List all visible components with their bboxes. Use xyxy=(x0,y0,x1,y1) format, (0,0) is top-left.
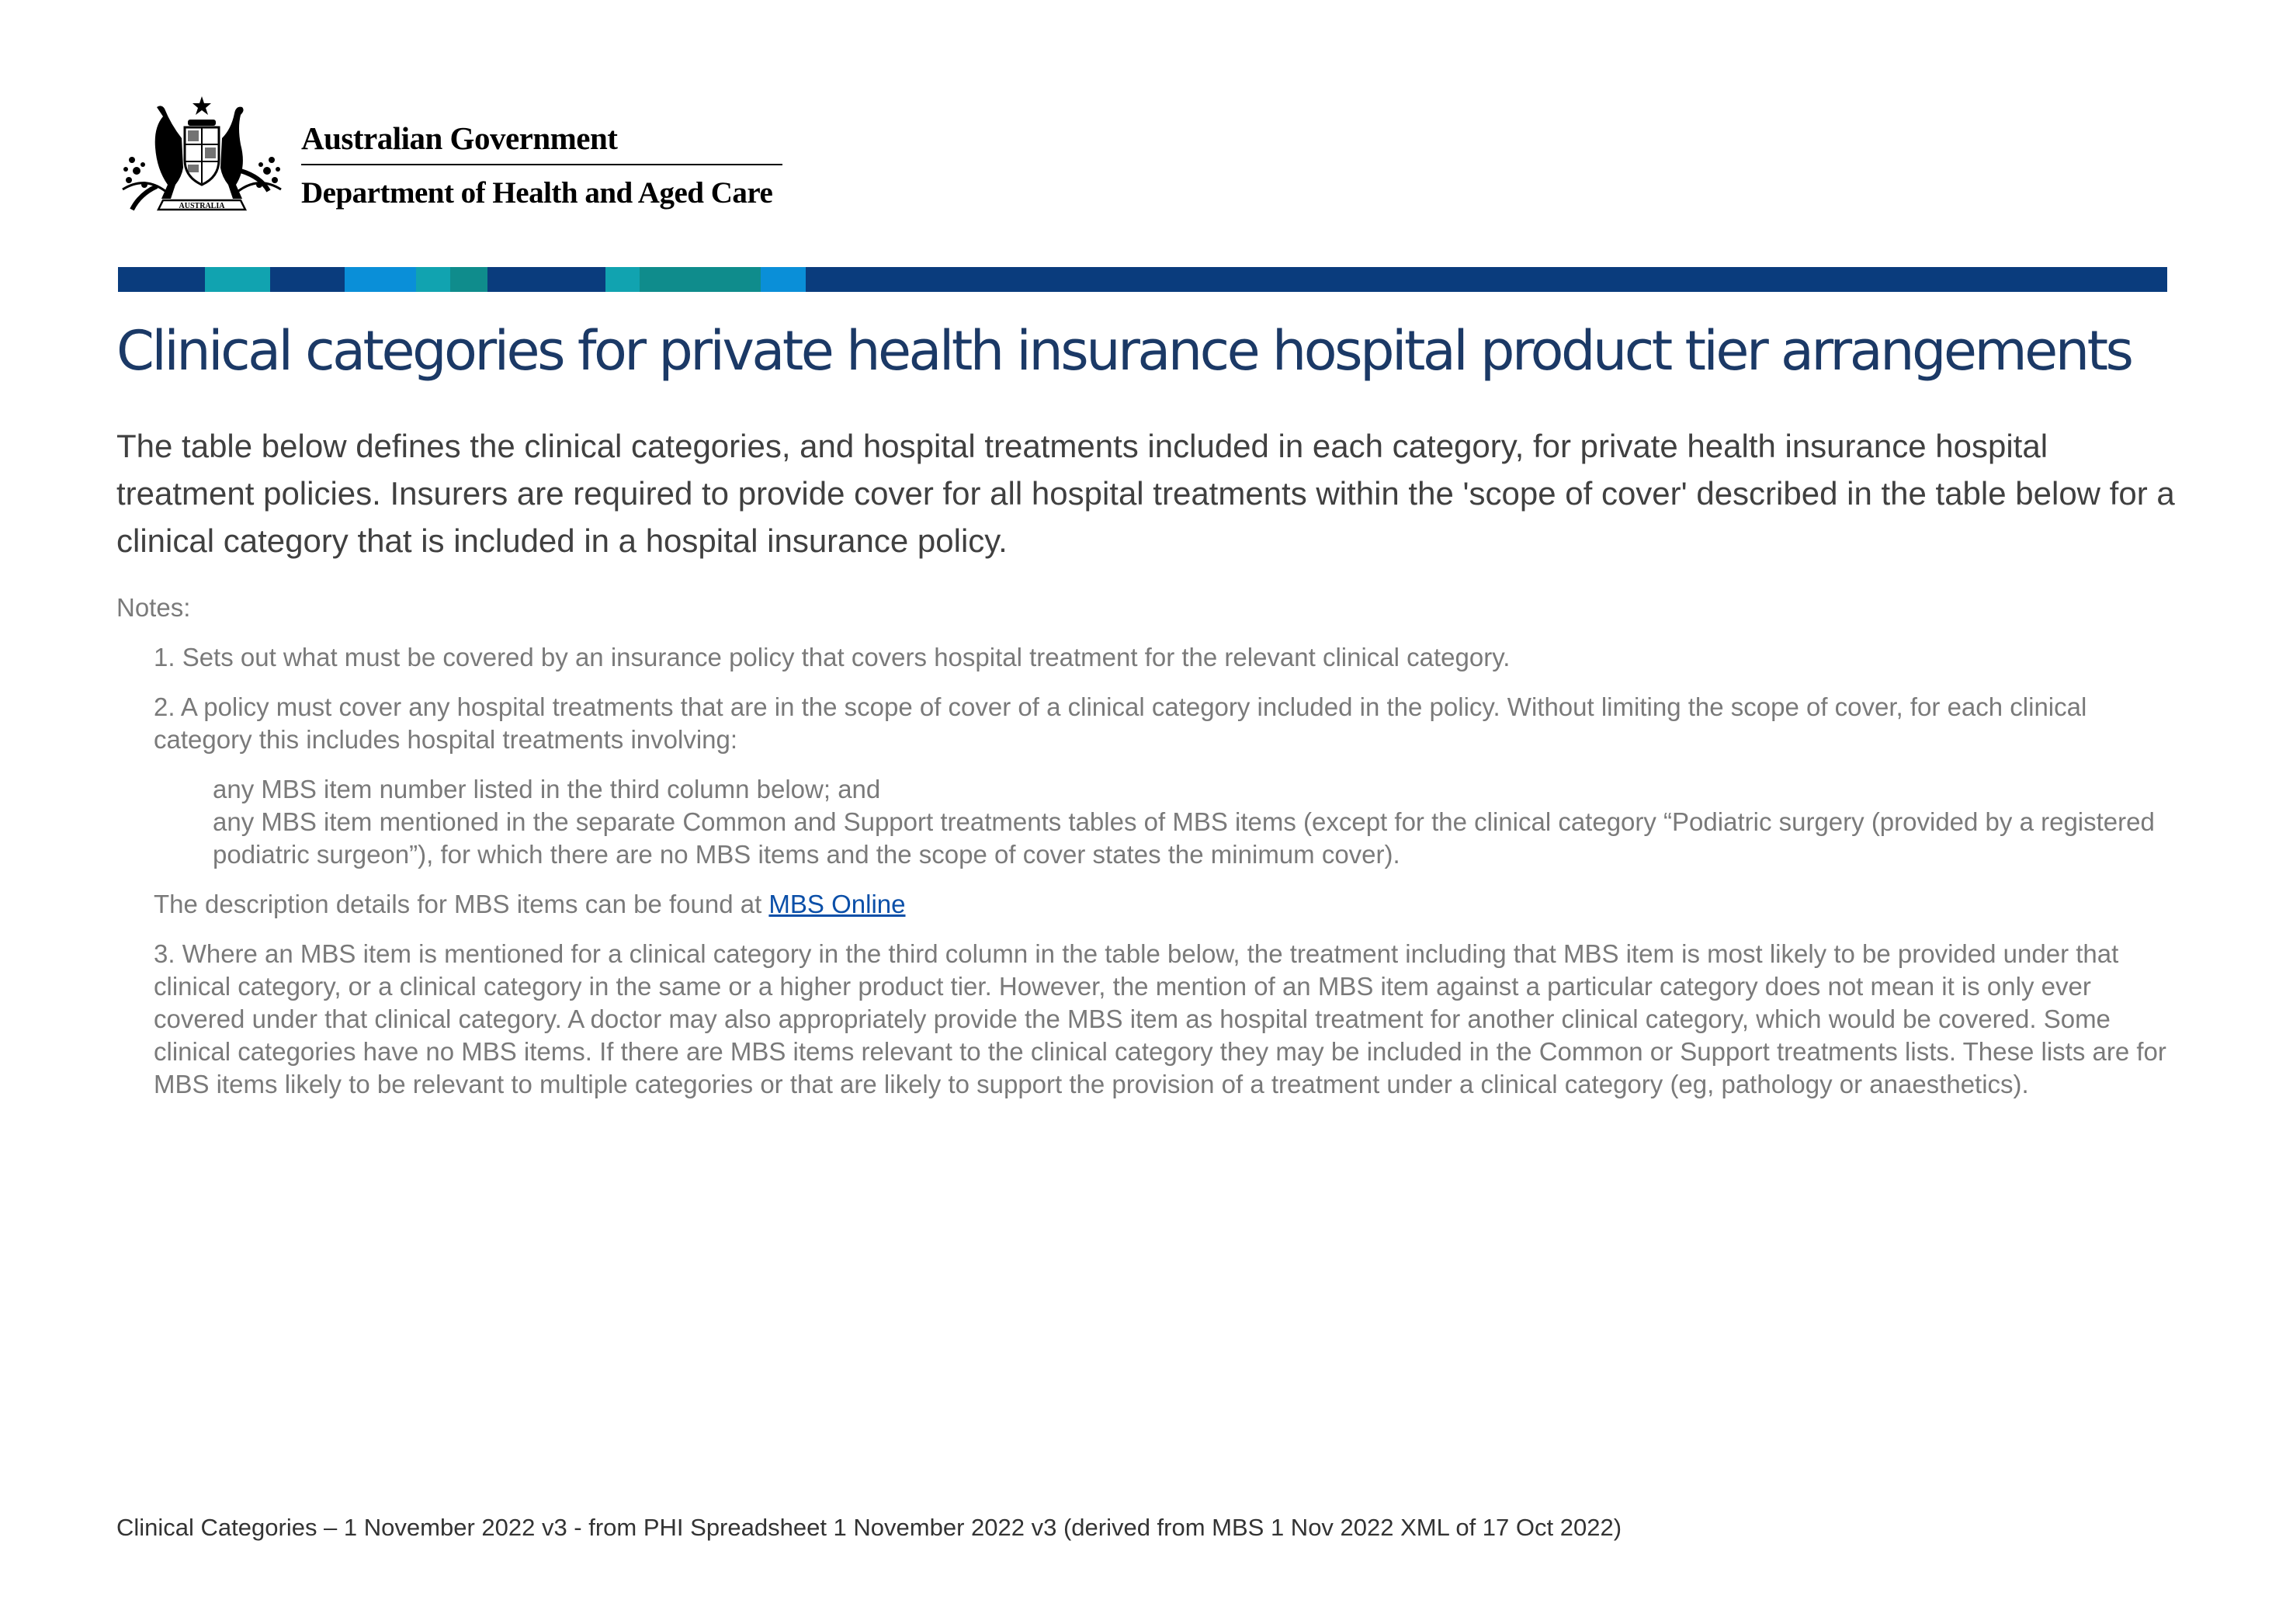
note-1: 1. Sets out what must be covered by an insurance policy that covers hospital treatment for the relevant clinical category. xyxy=(154,643,1511,671)
government-department-block xyxy=(301,120,782,210)
band-segment xyxy=(640,267,761,292)
svg-text:AUSTRALIA: AUSTRALIA xyxy=(179,202,225,210)
note-3: 3. Where an MBS item is mentioned for a clinical category in the third column in the table below, the treatment including that MBS item is most likely to be provided under that clinical category, or a clinical category in the same or a higher product tier. However, the mention of an MBS item against a particular category does not mean it is only ever covered under that clinical category. A doctor may also appropriately provide the MBS item as hospital treatment for another clinical category, which would be covered. Some clinical categories have no MBS items. If there are MBS items relevant to the clinical category they may be included in the Common or Support treatments lists. These lists are for MBS items likely to be relevant to multiple categories or that are likely to support the provision of a treatment under a clinical category (eg, pathology or anaesthetics). xyxy=(154,939,2166,1098)
notes-label: Notes: xyxy=(116,593,191,622)
band-segment xyxy=(605,267,640,292)
note-2-sub-item-2: any MBS item mentioned in the separate Common and Support treatments tables of MBS items (except for the clinical category “Podiatric surgery (provided by a registered podiatric surgeon”), for which there are no MBS items and the scope of cover states the minimum cover). xyxy=(213,807,2155,869)
band-segment xyxy=(416,267,450,292)
note-2: 2. A policy must cover any hospital treatments that are in the scope of cover of a clinical category included in the policy. Without limiting the scope of cover, for each clinical category this includes hospital treatments involving: xyxy=(154,692,2087,754)
mbs-description-text: The description details for MBS items can be found at xyxy=(154,890,769,918)
band-segment xyxy=(345,267,416,292)
department-name: Department of Health and Aged Care xyxy=(301,176,773,210)
band-segment xyxy=(450,267,487,292)
band-segment xyxy=(761,267,806,292)
mbs-description-line xyxy=(154,888,2181,921)
notes-section xyxy=(116,592,2181,1118)
band-segment xyxy=(118,267,205,292)
band-segment xyxy=(205,267,270,292)
note-2-sub-list xyxy=(213,773,2181,871)
coat-of-arms-icon xyxy=(116,93,287,217)
government-name: Australian Government xyxy=(301,123,782,165)
band-segment xyxy=(270,267,345,292)
band-segment xyxy=(806,267,2167,292)
note-2-sub-item-1: any MBS item number listed in the third column below; and xyxy=(213,775,881,803)
band-segment xyxy=(487,267,605,292)
page-footer: Clinical Categories – 1 November 2022 v3 - from PHI Spreadsheet 1 November 2022 v3 (derived from MBS 1 Nov 2022 XML of 17 Oct 2022) xyxy=(116,1514,1622,1541)
intro-paragraph: The table below defines the clinical categories, and hospital treatments included in each category, for private health insurance hospital treatment policies. Insurers are required to provide cover for all hospital treatments within the 'scope of cover' described in the table below for a clinical category that is included in a hospital insurance policy. xyxy=(116,428,2175,559)
page-title: Clinical categories for private health insurance hospital product tier arrangements xyxy=(116,319,2132,383)
mbs-online-link[interactable]: MBS Online xyxy=(768,890,906,918)
header-color-band xyxy=(118,267,2167,292)
